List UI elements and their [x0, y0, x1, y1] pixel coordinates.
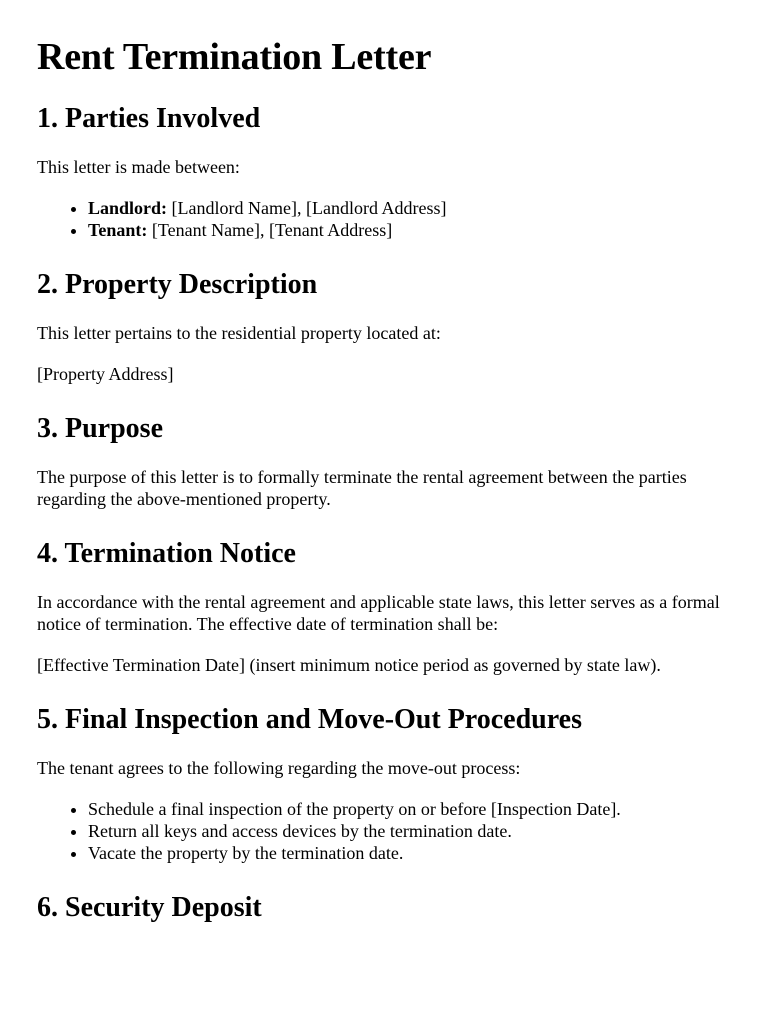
section-heading-property: 2. Property Description — [37, 269, 318, 300]
list-item: • Return all keys and access devices by the termination date. — [88, 820, 737, 842]
parties-list — [37, 197, 737, 241]
document-title: Rent Termination Letter — [37, 36, 432, 78]
landlord-label: Landlord: — [88, 198, 168, 218]
inspection-intro: The tenant agrees to the following regarding the move-out process: — [37, 758, 521, 778]
notice-text: In accordance with the rental agreement and applicable state laws, this letter serves as a formal notice of termination. The effective date of termination shall be: — [37, 592, 720, 634]
tenant-label: Tenant: — [88, 220, 148, 240]
list-item: • Schedule a final inspection of the property on or before [Inspection Date]. — [88, 798, 737, 820]
letter-document — [37, 0, 737, 924]
section-heading-inspection: 5. Final Inspection and Move-Out Procedures — [37, 704, 582, 735]
list-item-tenant — [88, 219, 737, 241]
section-heading-purpose: 3. Purpose — [37, 413, 163, 444]
landlord-value: [Landlord Name], [Landlord Address] — [167, 198, 447, 218]
list-item-landlord — [88, 197, 737, 219]
property-text: This letter pertains to the residential property located at: — [37, 323, 441, 343]
inspection-list — [37, 798, 737, 864]
section-heading-parties: 1. Parties Involved — [37, 103, 261, 134]
tenant-value: [Tenant Name], [Tenant Address] — [147, 220, 393, 240]
section-heading-deposit: 6. Security Deposit — [37, 892, 262, 923]
purpose-text: The purpose of this letter is to formally terminate the rental agreement between the parties regarding the above-mentioned property. — [37, 467, 687, 509]
notice-date: [Effective Termination Date] (insert minimum notice period as governed by state law). — [37, 655, 661, 675]
section-heading-notice: 4. Termination Notice — [37, 538, 296, 569]
property-address: [Property Address] — [37, 364, 174, 384]
parties-intro: This letter is made between: — [37, 157, 240, 177]
list-item: • Vacate the property by the termination date. — [88, 842, 737, 864]
